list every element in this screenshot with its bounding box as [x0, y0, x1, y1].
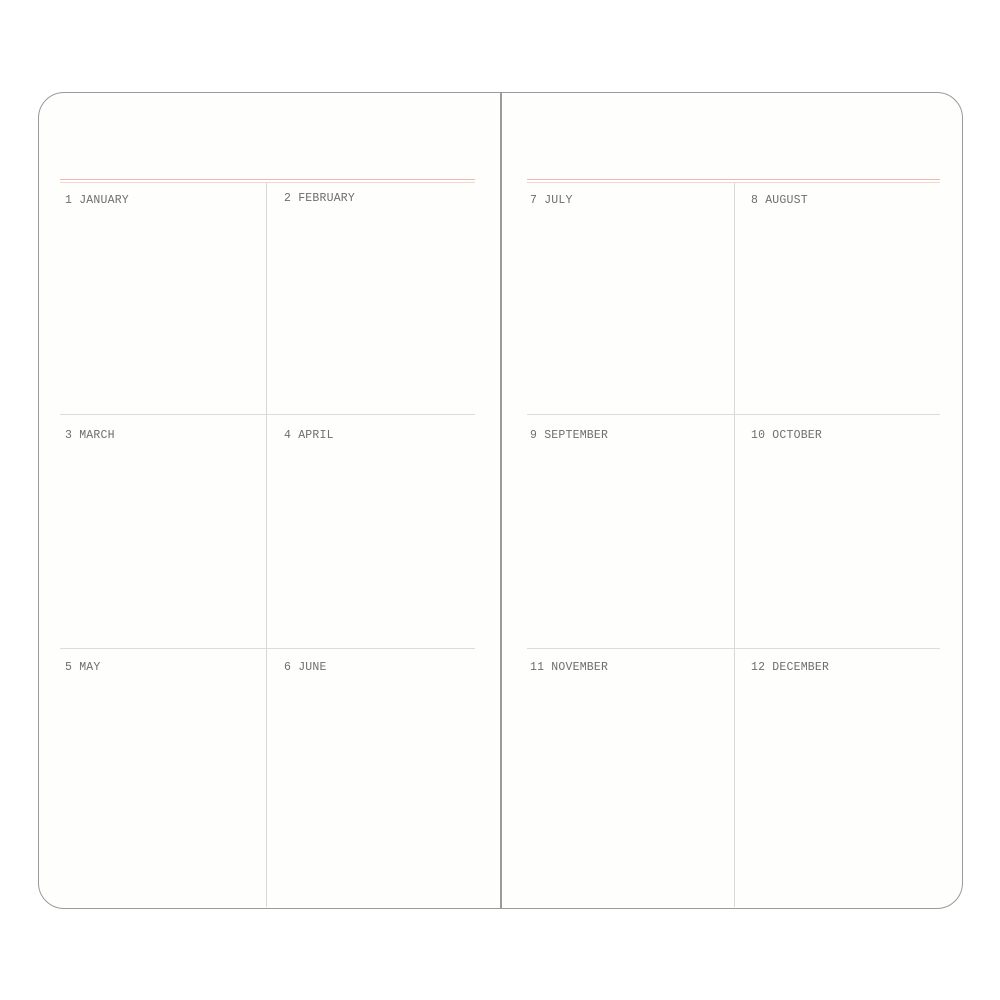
- month-grid: [527, 183, 940, 909]
- row-divider: [527, 414, 940, 415]
- month-label-december: 12 DECEMBER: [751, 661, 830, 674]
- month-label-may: 5 MAY: [65, 661, 101, 674]
- month-label-july: 7 JULY: [530, 194, 573, 207]
- row-divider: [527, 648, 940, 649]
- month-label-march: 3 MARCH: [65, 429, 115, 442]
- left-page: [60, 92, 475, 909]
- month-label-april: 4 APRIL: [284, 429, 334, 442]
- month-grid: [60, 183, 475, 909]
- month-label-october: 10 OCTOBER: [751, 429, 823, 442]
- row-divider: [60, 414, 475, 415]
- month-label-august: 8 AUGUST: [751, 194, 808, 207]
- column-divider: [266, 183, 267, 907]
- right-page: [527, 92, 940, 909]
- column-divider: [734, 183, 735, 907]
- row-divider: [60, 648, 475, 649]
- notebook-spine: [500, 92, 502, 909]
- month-label-february: 2 FEBRUARY: [284, 192, 356, 205]
- month-label-june: 6 JUNE: [284, 661, 327, 674]
- header-rule: [60, 179, 475, 180]
- header-rule: [527, 179, 940, 180]
- month-label-november: 11 NOVEMBER: [530, 661, 609, 674]
- month-label-september: 9 SEPTEMBER: [530, 429, 609, 442]
- month-label-january: 1 JANUARY: [65, 194, 129, 207]
